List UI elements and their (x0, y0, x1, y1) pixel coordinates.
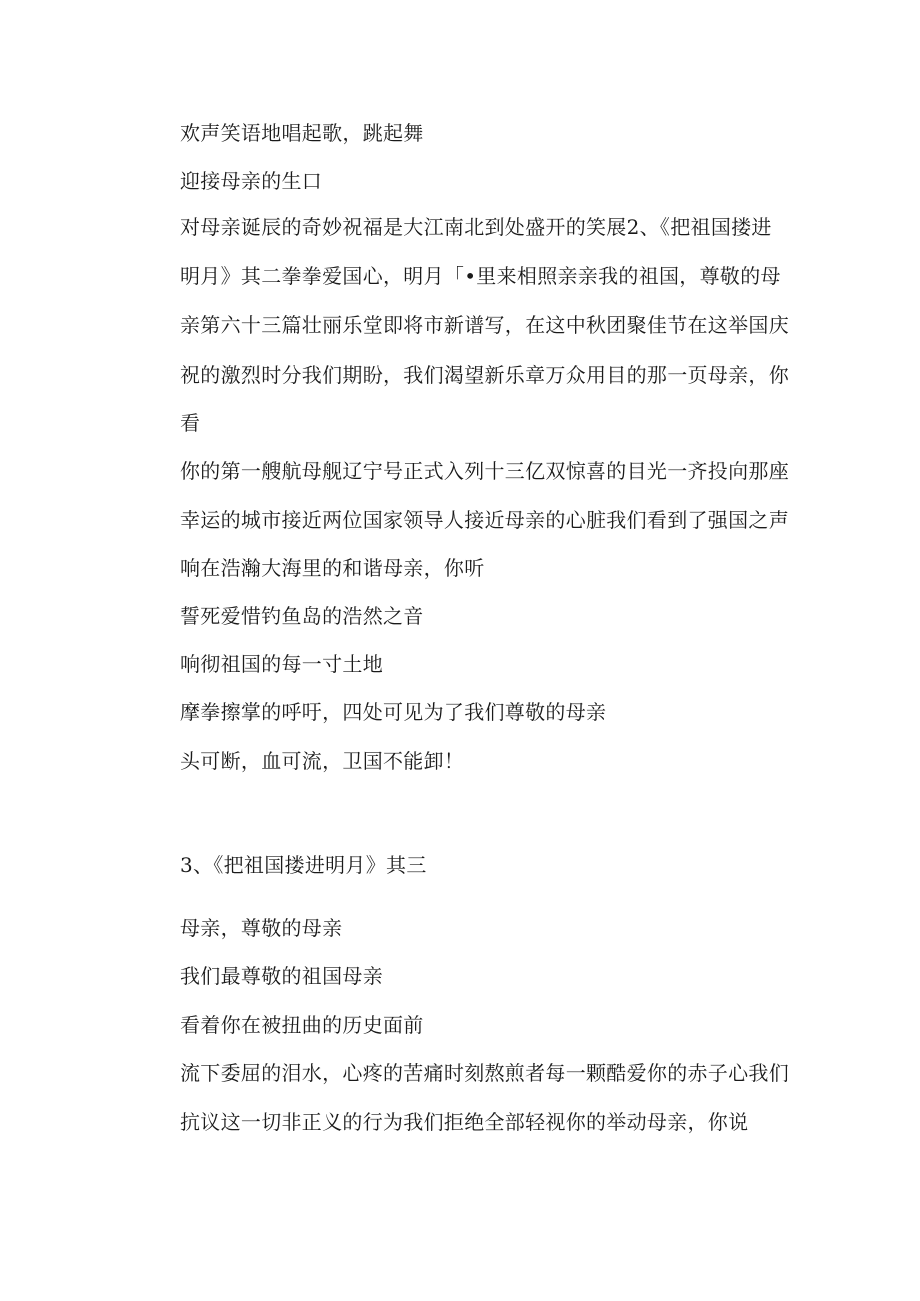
text-line: 看 (180, 411, 201, 435)
text-line: 亲第六十三篇壮丽乐堂即将市新谱写，在这中秋团聚佳节在这举国庆 (180, 313, 789, 337)
text-line: 欢声笑语地唱起歌，跳起舞 (180, 121, 424, 145)
text-line: 你的第一艘航母舰辽宁号正式入列十三亿双惊喜的目光一齐投向那座 (180, 459, 789, 483)
text-line: 响在浩瀚大海里的和谐母亲，你听 (180, 556, 485, 580)
text-line: 看着你在被扭曲的历史面前 (180, 1013, 424, 1037)
text-line: 迎接母亲的生口 (180, 169, 323, 193)
text-line: 我们最尊敬的祖国母亲 (180, 964, 383, 988)
text-line: 摩拳擦掌的呼吁，四处可见为了我们尊敬的母亲 (180, 700, 607, 724)
text-line: 誓死爱惜钓鱼岛的浩然之音 (180, 604, 424, 628)
text-line: 流下委屈的泪水，心疼的苦痛时刻熬煎者每一颗酷爱你的赤子心我们 (180, 1061, 789, 1085)
text-line: 对母亲诞辰的奇妙祝福是大江南北到处盛开的笑展2、《把祖国搂进 (180, 215, 772, 239)
section-heading: 3、《把祖国搂进明月》其三 (180, 853, 427, 877)
text-line: 母亲，尊敬的母亲 (180, 916, 343, 940)
text-line: 头可断，血可流，卫国不能卸！ (180, 749, 465, 773)
text-line: 明月》其二拳拳爱国心，明月「•里来相照亲亲我的祖国，尊敬的母 (180, 264, 781, 288)
text-line: 祝的激烈时分我们期盼，我们渴望新乐章万众用目的那一页母亲，你 (180, 363, 789, 387)
text-line: 抗议这一切非正义的行为我们拒绝全部轻视你的举动母亲，你说 (180, 1110, 749, 1134)
text-line: 幸运的城市接近两位国家领导人接近母亲的心脏我们看到了强国之声 (180, 508, 789, 532)
text-line: 响彻祖国的每一寸土地 (180, 652, 383, 676)
